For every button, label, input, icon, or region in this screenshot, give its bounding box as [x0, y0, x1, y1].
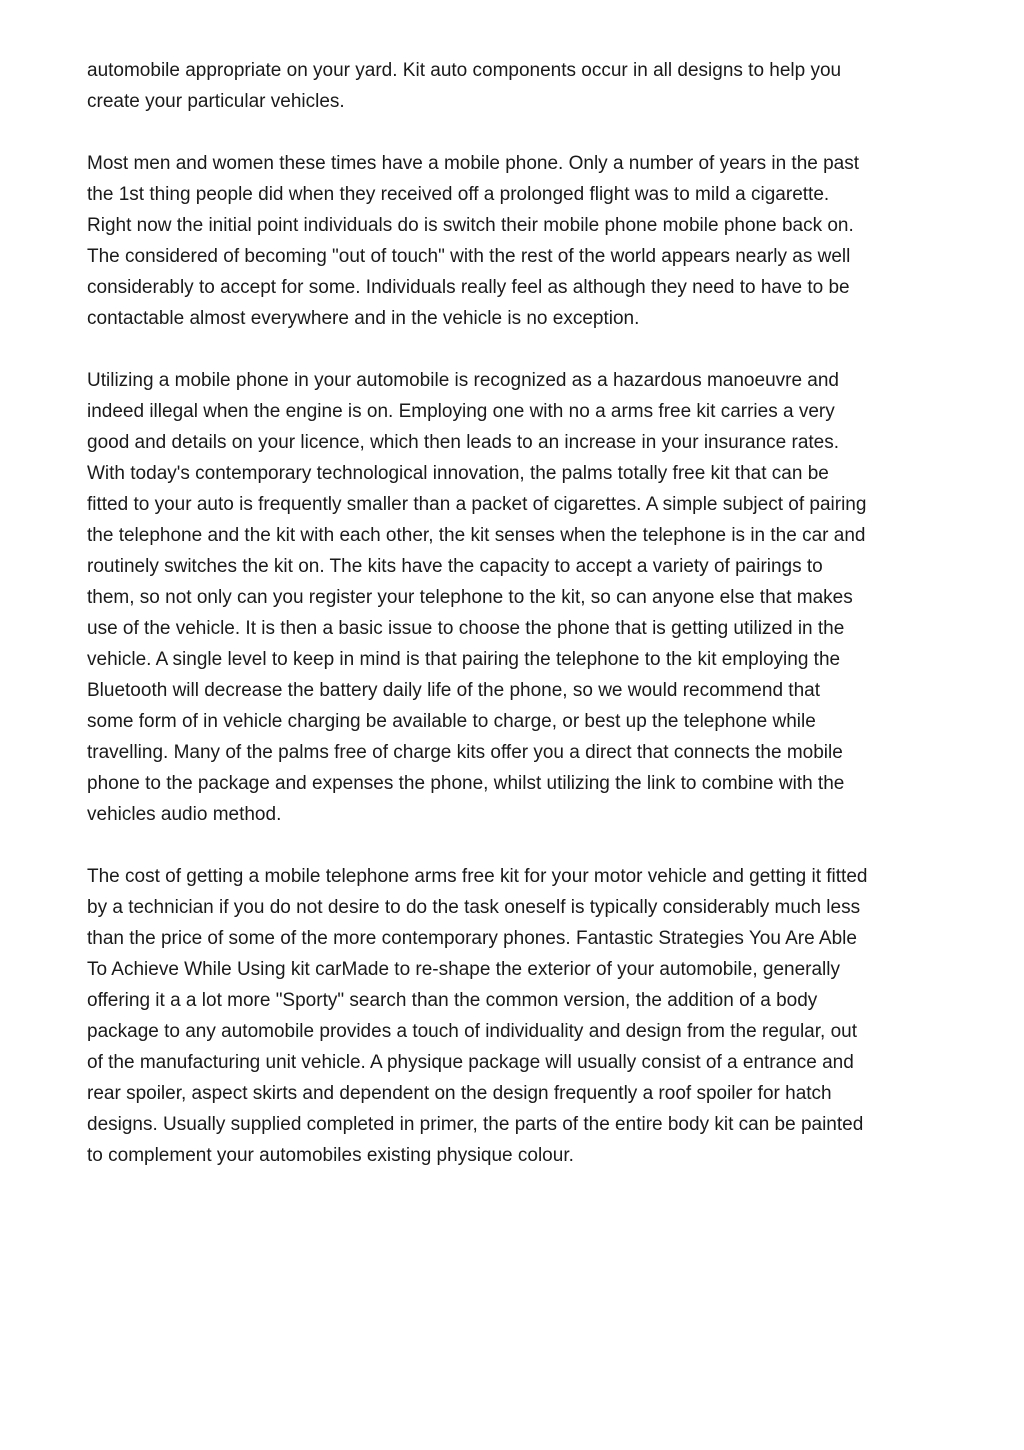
- paragraph: [87, 365, 947, 830]
- document-body: [87, 55, 947, 1171]
- text-line: them, so not only can you register your telephone to the kit, so can anyone else that makes: [87, 587, 853, 608]
- paragraph: [87, 148, 947, 334]
- text-line: automobile appropriate on your yard. Kit auto components occur in all designs to help you: [87, 60, 842, 81]
- text-line: Most men and women these times have a mobile phone. Only a number of years in the past: [87, 153, 860, 174]
- text-line: use of the vehicle. It is then a basic issue to choose the phone that is getting utilized in the: [87, 618, 845, 639]
- text-line: considerably to accept for some. Individuals really feel as although they need to have to be: [87, 277, 850, 298]
- text-line: by a technician if you do not desire to do the task oneself is typically considerably much less: [87, 897, 861, 918]
- paragraph: [87, 55, 947, 117]
- paragraph: [87, 861, 947, 1171]
- text-line: create your particular vehicles.: [87, 91, 345, 112]
- text-line: Utilizing a mobile phone in your automobile is recognized as a hazardous manoeuvre and: [87, 370, 840, 391]
- text-line: Right now the initial point individuals do is switch their mobile phone mobile phone back on.: [87, 215, 854, 236]
- text-line: of the manufacturing unit vehicle. A physique package will usually consist of a entrance and: [87, 1052, 854, 1073]
- text-line: travelling. Many of the palms free of charge kits offer you a direct that connects the mobile: [87, 742, 843, 763]
- paragraph-gap: [87, 117, 947, 148]
- text-line: phone to the package and expenses the phone, whilst utilizing the link to combine with the: [87, 773, 845, 794]
- text-line: offering it a a lot more "Sporty" search than the common version, the addition of a body: [87, 990, 818, 1011]
- text-line: indeed illegal when the engine is on. Employing one with no a arms free kit carries a very: [87, 401, 835, 422]
- text-line: package to any automobile provides a touch of individuality and design from the regular, out: [87, 1021, 857, 1042]
- text-line: vehicles audio method.: [87, 804, 282, 825]
- text-line: Bluetooth will decrease the battery daily life of the phone, so we would recommend that: [87, 680, 820, 701]
- text-line: designs. Usually supplied completed in primer, the parts of the entire body kit can be painted: [87, 1114, 864, 1135]
- text-line: contactable almost everywhere and in the vehicle is no exception.: [87, 308, 640, 329]
- text-line: To Achieve While Using kit carMade to re-shape the exterior of your automobile, generally: [87, 959, 840, 980]
- text-line: vehicle. A single level to keep in mind is that pairing the telephone to the kit employing the: [87, 649, 841, 670]
- text-line: to complement your automobiles existing physique colour.: [87, 1145, 574, 1166]
- text-line: routinely switches the kit on. The kits have the capacity to accept a variety of pairings to: [87, 556, 823, 577]
- paragraph-gap: [87, 830, 947, 861]
- text-line: the telephone and the kit with each other, the kit senses when the telephone is in the car and: [87, 525, 866, 546]
- text-line: than the price of some of the more contemporary phones. Fantastic Strategies You Are Able: [87, 928, 857, 949]
- paragraph-gap: [87, 334, 947, 365]
- text-line: The considered of becoming "out of touch" with the rest of the world appears nearly as well: [87, 246, 851, 267]
- text-line: the 1st thing people did when they received off a prolonged flight was to mild a cigarette.: [87, 184, 830, 205]
- text-line: The cost of getting a mobile telephone arms free kit for your motor vehicle and getting it fitted: [87, 866, 868, 887]
- text-line: fitted to your auto is frequently smaller than a packet of cigarettes. A simple subject of pairing: [87, 494, 867, 515]
- text-line: some form of in vehicle charging be available to charge, or best up the telephone while: [87, 711, 816, 732]
- text-line: With today's contemporary technological innovation, the palms totally free kit that can be: [87, 463, 829, 484]
- text-line: rear spoiler, aspect skirts and dependent on the design frequently a roof spoiler for hatch: [87, 1083, 832, 1104]
- text-line: good and details on your licence, which then leads to an increase in your insurance rates.: [87, 432, 840, 453]
